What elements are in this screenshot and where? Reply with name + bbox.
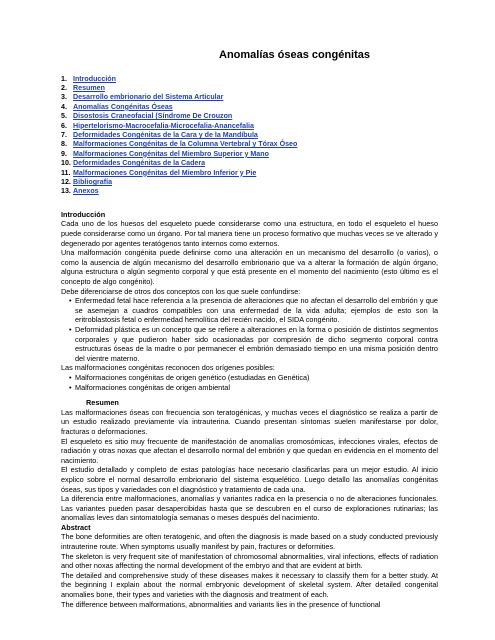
toc-item: 5. Disostosis Craneofacial (Síndrome De Crouzon [61,112,233,121]
intro-paragraph: Las malformaciones congénitas reconocen dos orígenes posibles: [61,363,275,373]
toc-item: 12. Bibliografía [61,178,113,187]
toc-link-desarrollo[interactable]: Desarrollo embrionario del Sistema Articular [73,93,224,102]
intro-paragraph: Una malformación congénita puede definirse como una alteración en un mecanismo del desarrollo (o varios), o como la ausencia de algún mecanismo del desarrollo embrionario que va a alterar la formación de algún órgano, alguna estructura o algún segmento corporal y que está presente en el momento del nacimiento (esto último es el concepto de algo congénito). [61,248,438,287]
toc-item: 1. Introducción [61,74,116,83]
intro-heading: Introducción [61,209,106,219]
toc-link-cadera[interactable]: Deformidades Congénitas de la Cadera [73,159,206,168]
resumen-heading: Resumen [86,398,119,408]
table-of-contents [61,75,438,197]
toc-item: 7. Deformidades Congénitas de la Cara y de la Mandíbula [61,131,258,140]
toc-item: 10. Deformidades Congénitas de la Cadera [61,159,206,168]
bullet-item: • Malformaciones congénitas de origen genético (estudiadas en Genética) [69,372,310,382]
toc-item: 2. Resumen [61,84,105,92]
toc-link-deformidades-cara[interactable]: Deformidades Congénitas de la Cara y de la Mandíbula [73,131,258,140]
intro-paragraph: Debe diferenciarse de otros dos conceptos con los que suele confundirse: [61,286,301,296]
bullet-mark: • [69,296,72,306]
toc-item: 8. Malformaciones Congénitas de la Columna Vertebral y Tórax Óseo [61,140,298,149]
bullet-item: • Deformidad plástica es un concepto que se refiere a alteraciones en la forma o posición de distintos segmentos corporales y que pudieron haber sido ocasionadas por compresión de dicho segmento corporal contra estructuras óseas de la madre o por permanecer el embrión demasiado tiempo en una misma posición dentro del vientre materno. [69,325,438,363]
resumen-paragraph: El estudio detallado y completo de estas patologías hace necesario clasificarlas para un mejor estudio. Al inicio explico sobre el normal desarrollo embrionario del sistema esquelético. Luego detallo las anomalías congénitas óseas, sus tipos y variedades con el diagnóstico y tratamiento de cada una. [61,465,438,494]
document-title: Anomalías óseas congénitas [219,49,370,61]
toc-item: 9. Malformaciones Congénitas del Miembro Superior y Mano [61,149,269,158]
toc-item: 3. Desarrollo embrionario del Sistema Articular [61,93,224,102]
intro-paragraph: Cada uno de los huesos del esqueleto puede considerarse como una estructura, en todo el esqueleto el hueso puede considerarse como un órgano. Por tal manera tiene un proceso formativo que muchas veces se ve alterado y degenerado por agentes teratógenos tanto internos como externos. [61,219,438,248]
resumen-paragraph: Las malformaciones óseas con frecuencia son teratogénicas, y muchas veces el diagnóstico se realiza a partir de un estudio realizado previamente vía intrauterina. Cuando presentan síntomas suelen manifestarse por dolor, fracturas o deformaciones. [61,407,438,436]
toc-link-introduccion[interactable]: Introducción [73,74,116,83]
resumen-paragraph: La diferencia entre malformaciones, anomalías y variantes radica en la presencia o no de alteraciones funcionales. Las variantes pueden pasar desapercibidas hasta que se descubren en el curso de exploraciones rutinarias; las anomalías leves dan sintomatología semanas o meses después del nacimiento. [61,494,438,523]
toc-link-anexos[interactable]: Anexos [73,187,99,196]
abstract-paragraph: The difference between malformations, abnormalities and variants lies in the presence of functional [61,599,381,609]
abstract-heading: Abstract [61,522,91,532]
bullet-item: • Malformaciones congénitas de origen ambiental [69,382,230,392]
toc-link-anomalias[interactable]: Anomalías Congénitas Óseas [73,102,173,111]
toc-item: 6. Hipertelorismo-Macrocefalia-Microcefalia-Anancefalia [61,121,254,130]
bullet-mark: • [69,372,72,382]
toc-item: 13. Anexos [61,187,99,196]
abstract-paragraph: The skeleton is very frequent site of manifestation of chromosomal abnormalities, viral infections, effects of radiation and other noxas affecting the normal development of the embryo and that are evident at birth. [61,551,438,571]
toc-link-miembro-superior[interactable]: Malformaciones Congénitas del Miembro Superior y Mano [73,149,269,158]
toc-link-miembro-inferior[interactable]: Malformaciones Congénitas del Miembro Inferior y Pie [73,168,257,177]
abstract-paragraph: The detailed and comprehensive study of these diseases makes it necessary to classify them for a better study. At the beginning I explain about the normal embryonic development of skeletal system. After detailed congenital anomalies bone, their types and varieties with the diagnosis and treatment of each. [61,570,438,600]
toc-link-columna[interactable]: Malformaciones Congénitas de la Columna Vertebral y Tórax Óseo [73,140,298,149]
bullet-item: • Enfermedad fetal hace referencia a la presencia de alteraciones que no afectan el desarrollo del embrión y que se asemejan a cuadros compatibles con una enfermedad de la vida adulta; ejemplos de esto son la eritroblastosis fetal o enfermedad hemolítica del recién nacido, el SIDA congénito. [69,296,438,325]
toc-link-hipertelorismo[interactable]: Hipertelorismo-Macrocefalia-Microcefalia-Anancefalia [73,121,254,130]
bullet-mark: • [69,325,72,334]
toc-item: 11. Malformaciones Congénitas del Miembro Inferior y Pie [61,168,257,177]
toc-item: 4. Anomalías Congénitas Óseas [61,102,173,111]
toc-link-disostosis[interactable]: Disostosis Craneofacial (Síndrome De Crouzon [73,112,233,121]
abstract-paragraph: The bone deformities are often teratogenic, and often the diagnosis is made based on a study conducted previously intrauterine route. When symptoms usually manifest by pain, fractures or deformities. [61,532,438,552]
resumen-paragraph: El esqueleto es sitio muy frecuente de manifestación de anomalías cromosómicas, infecciones virales, efectos de radiación y otras noxas que afectan el desarrollo normal del embrión y que quedan en evidencia en el momento del nacimiento. [61,436,438,465]
toc-link-bibliografia[interactable]: Bibliografía [73,178,113,187]
toc-link-resumen[interactable]: Resumen [73,84,105,92]
bullet-mark: • [69,382,72,392]
